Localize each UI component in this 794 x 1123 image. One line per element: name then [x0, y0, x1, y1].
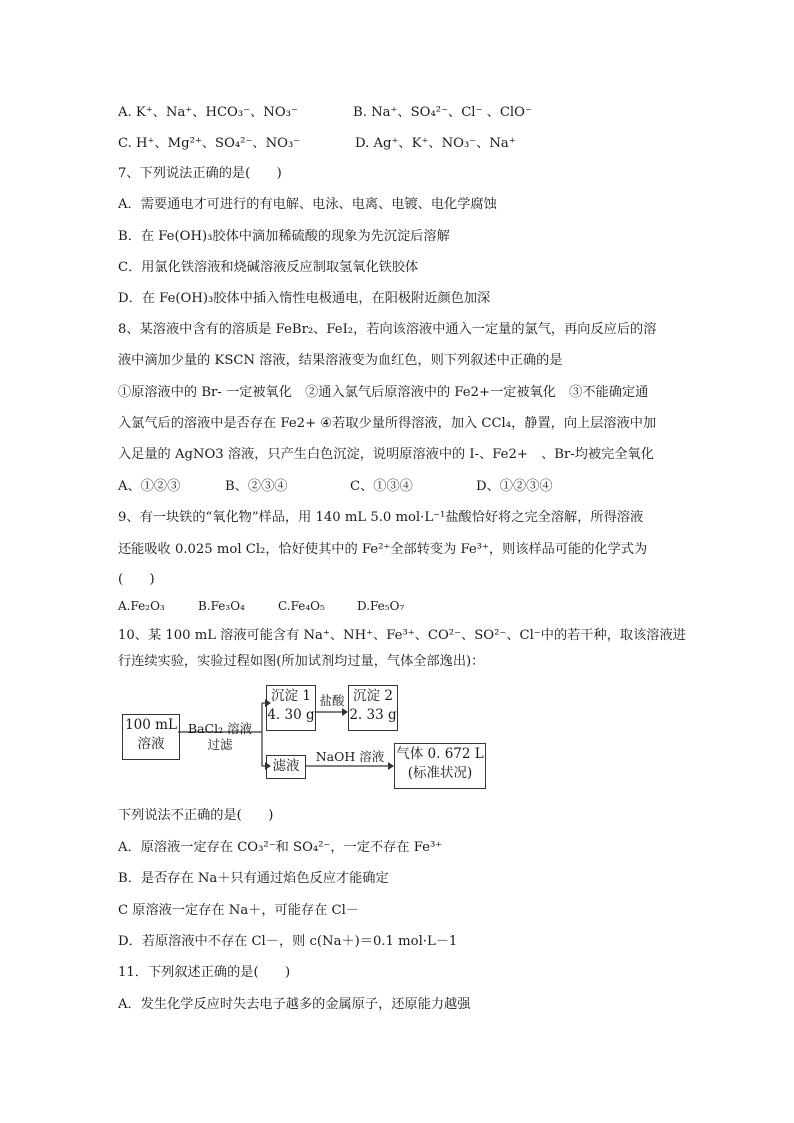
- filter-label: 过滤: [207, 737, 233, 752]
- bacl2-label: BaCl₂ 溶液: [187, 721, 253, 736]
- q8-option-c: C、①③④: [350, 479, 413, 494]
- q10-option-a: A．原溶液一定存在 CO₃²⁻和 SO₄²⁻，一定不存在 Fe³⁺: [118, 840, 443, 855]
- precipitate1-mass: 4. 30 g: [267, 707, 315, 723]
- q8-line5: 入足量的 AgNO3 溶液，只产生白色沉淀，说明原溶液中的 I-、Fe2+ 、Br-均被完全氧化: [118, 447, 654, 462]
- start-solution-box: [122, 714, 180, 760]
- q9-line1: 9、有一块铁的“氧化物”样品，用 140 mL 5.0 mol·L⁻¹盐酸恰好将之完全溶解，所得溶液: [118, 510, 644, 525]
- precipitate2-name: 沉淀 2: [353, 688, 393, 704]
- q11-stem: 11．下列叙述正确的是( ): [118, 965, 291, 980]
- precipitate1-name: 沉淀 1: [271, 688, 311, 704]
- q8-option-a: A、①②③: [118, 479, 181, 494]
- q7-option-a: A．需要通电才可进行的有电解、电泳、电离、电镀、电化学腐蚀: [118, 197, 497, 212]
- precipitate2-mass: 2. 33 g: [349, 707, 397, 723]
- q7-option-c: C．用氯化铁溶液和烧碱溶液反应制取氢氧化铁胶体: [118, 260, 419, 275]
- q9-line3: ( ): [118, 572, 155, 587]
- q9-option-c: C.Fe₄O₅: [278, 599, 325, 613]
- q9-line2: 还能吸收 0.025 mol Cl₂，恰好使其中的 Fe²⁺全部转变为 Fe³⁺，则该样品可能的化学式为: [118, 542, 648, 557]
- filtrate-label: 滤液: [272, 758, 300, 774]
- gas-condition: (标准状况): [407, 765, 473, 781]
- start-label: 溶液: [137, 736, 165, 752]
- q9-option-a: A.Fe₂O₃: [118, 599, 165, 613]
- experiment-flow-diagram: [118, 683, 498, 793]
- q8-line3: ①原溶液中的 Br- 一定被氧化 ②通入氯气后原溶液中的 Fe2+一定被氧化 ③不能确定通: [118, 385, 649, 400]
- q8-option-b: B、②③④: [225, 479, 288, 494]
- q8-line1: 8、某溶液中含有的溶质是 FeBr₂、FeI₂，若向该溶液中通入一定量的氯气，再向反应后的溶: [118, 322, 657, 337]
- gas-box: [394, 743, 486, 789]
- q11-option-a: A．发生化学反应时失去电子越多的金属原子，还原能力越强: [118, 997, 471, 1012]
- q7-option-b: B．在 Fe(OH)₃胶体中滴加稀硫酸的现象为先沉淀后溶解: [118, 229, 450, 244]
- q6-option-a: A. K⁺、Na⁺、HCO₃⁻、NO₃⁻: [118, 105, 298, 120]
- filtrate-box: [266, 755, 306, 779]
- q6-option-b: B. Na⁺、SO₄²⁻、Cl⁻ 、ClO⁻: [353, 105, 532, 120]
- q8-option-d: D、①②③④: [476, 479, 553, 494]
- gas-volume: 气体 0. 672 L: [396, 746, 484, 762]
- q9-option-b: B.Fe₃O₄: [198, 599, 245, 613]
- q6-option-c: C. H⁺、Mg²⁺、SO₄²⁻、NO₃⁻: [118, 136, 301, 151]
- q8-line2: 液中滴加少量的 KSCN 溶液，结果溶液变为血红色，则下列叙述中正确的是: [118, 353, 563, 368]
- precipitate2-box: [348, 685, 398, 731]
- naoh-label: NaOH 溶液: [315, 749, 385, 764]
- q10-option-d: D．若原溶液中不存在 Cl－，则 c(Na＋)＝0.1 mol·L－1: [118, 934, 458, 949]
- q7-stem: 7、下列说法正确的是( ): [118, 166, 282, 181]
- q10-option-b: B．是否存在 Na＋只有通过焰色反应才能确定: [118, 871, 389, 886]
- q10-option-c: C 原溶液一定存在 Na＋，可能存在 Cl－: [118, 903, 359, 918]
- precipitate1-box: [266, 685, 316, 731]
- q8-line4: 入氯气后的溶液中是否存在 Fe2+ ④若取少量所得溶液，加入 CCl₄，静置，向上层溶液中加: [118, 416, 657, 431]
- q10-line2: 行连续实验，实验过程如图(所加试剂均过量，气体全部逸出)：: [118, 654, 485, 669]
- q6-option-d: D. Ag⁺、K⁺、NO₃⁻、Na⁺: [355, 136, 516, 151]
- start-volume: 100 mL: [125, 717, 177, 733]
- hcl-label: 盐酸: [319, 693, 345, 708]
- q7-option-d: D．在 Fe(OH)₃胶体中插入惰性电极通电，在阳极附近颜色加深: [118, 291, 491, 306]
- q9-option-d: D.Fe₅O₇: [357, 599, 405, 613]
- q10-line1: 10、某 100 mL 溶液可能含有 Na⁺、NH⁺、Fe³⁺、CO²⁻、SO²⁻、Cl⁻中的若干种，取该溶液进: [118, 628, 686, 643]
- q10-stem: 下列说法不正确的是( ): [118, 808, 274, 823]
